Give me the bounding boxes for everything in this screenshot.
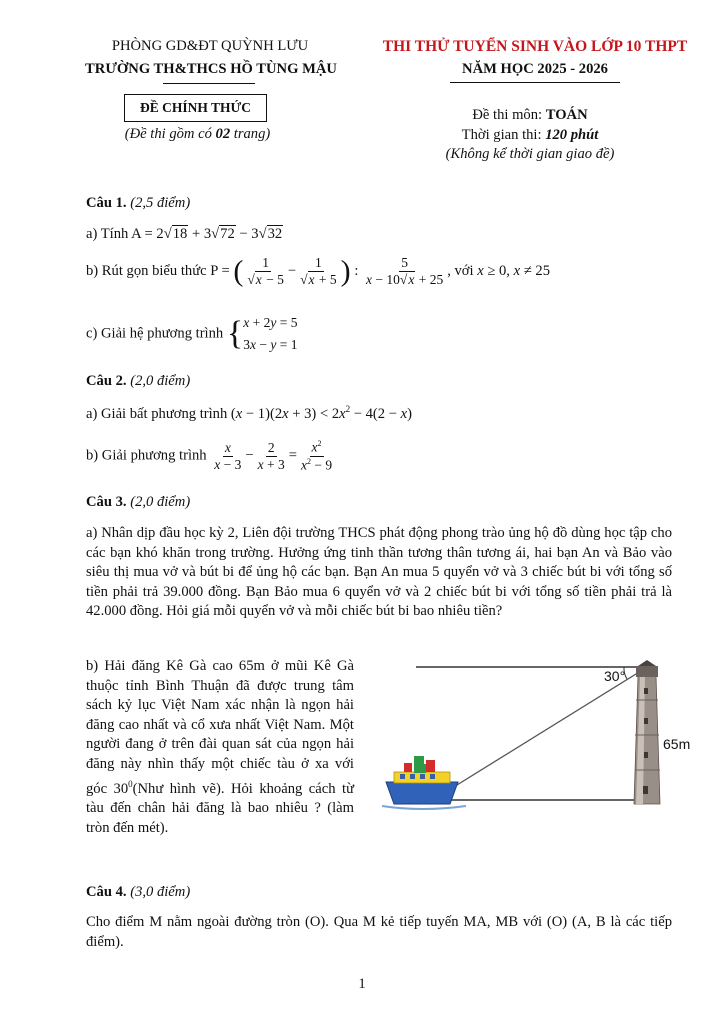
lighthouse-figure (376, 660, 696, 820)
q3-heading: Câu 3. (2,0 điểm) (86, 494, 191, 510)
q3b-text: b) Hải đăng Kê Gà cao 65m ở mũi Kê Gà thuộc tỉnh Bình Thuận đã được trung tâm sách kỷ lục Việt Nam xác nhận là ngọn hải đăng cao nhất và cổ xưa nhất Việt Nam. Một người đang ở trên đài quan sát của ngọn hải đăng này nhìn thấy một chiếc tàu ở xa với góc $30^0(Như$ hình vẽ). Hỏi khoảng cách từ tàu đến chân hải đăng là bao nhiêu ? (làm tròn đến mét). (86, 658, 354, 836)
q1a: a) Tính A = 2√18 + 3√72 − 3√32 (86, 226, 283, 242)
q2b: b) Giải phương trình $\frac{x}{x - 3}$ − $\frac{2}{x + 3}$ = $\frac{x^2}{x^2 - 9}$ (86, 439, 333, 473)
q4-text: Cho điểm M nằm ngoài đường tròn (O). Qua M kẻ tiếp tuyến MA, MB với (O) (A, B là các tiếp điểm). (86, 914, 672, 950)
angle-label: 30° (604, 668, 626, 684)
school-underline (163, 83, 255, 84)
height-label: 65m (663, 736, 691, 752)
q4-heading: Câu 4. (3,0 điểm) (86, 884, 191, 900)
page-number: 1 (358, 976, 366, 992)
lighthouse (634, 660, 660, 804)
depression-line (436, 669, 644, 798)
school-year: NĂM HỌC 2025 - 2026 (462, 61, 608, 77)
pages-note: (Đề thi gồm có 02 trang) (124, 126, 271, 142)
q3a-text: a) Nhân dịp đầu học kỳ 2, Liên đội trường THCS phát động phong trào ủng hộ đồ dùng học tập cho các bạn khó khăn trong trường. Hưởng ứng tinh thần tương thân tương ái, hai bạn An và Bảo vào siêu thị mua vở và bút bi để ủng hộ các bạn. Bạn An mua 5 quyển vở và 3 chiếc bút bi với tổng số tiền phải trả 39.000 đồng. Bạn Bảo mua 6 quyển vở và 2 chiếc bút bi với tổng số tiền phải trả là 42.000 đồng. Hỏi giá mỗi quyển vở và mỗi chiếc bút bi bao nhiêu tiền? (86, 525, 672, 619)
time-line: Thời gian thi: 120 phút (461, 127, 599, 143)
office-name: PHÒNG GD&ĐT QUỲNH LƯU (111, 38, 309, 54)
official-label: ĐỀ CHÍNH THỨC (124, 94, 267, 122)
q1b: b) Rút gọn biểu thức P = ( $\frac{1}{√x - 5}$ − $\frac{1}{√x + 5}$ ) : $\frac{5}{x - 10√x + 25}$ , với x ≥ 0, x ≠ 25 (86, 254, 550, 288)
school-name: TRƯỜNG TH&THCS HỒ TÙNG MẬU (85, 61, 337, 77)
q2a: a) Giải bất phương trình $(x - 1)(2x + 3) < 2x^2 - 4(2 - x)$ (86, 404, 412, 422)
ship (382, 756, 466, 809)
subject-line: Đề thi môn: TOÁN (472, 107, 588, 123)
time-note: (Không kể thời gian giao đề) (445, 146, 615, 162)
q1c: c) Giải hệ phương trình { x + 2y = 5 3x − y = 1 (86, 315, 298, 352)
year-underline (450, 82, 620, 83)
exam-title: THI THỬ TUYỂN SINH VÀO LỚP 10 THPT (382, 38, 688, 55)
q1-heading: Câu 1. (2,5 điểm) (86, 195, 191, 211)
q2-heading: Câu 2. (2,0 điểm) (86, 373, 191, 389)
